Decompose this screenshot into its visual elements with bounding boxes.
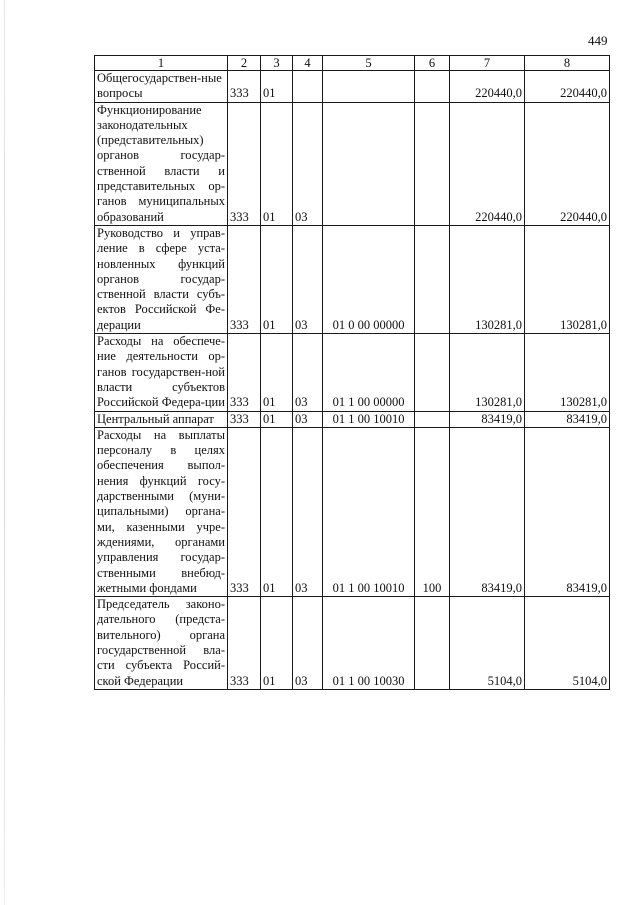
col3-cell: 01 [261,334,293,411]
col8-cell: 5104,0 [525,597,610,690]
col4-cell: 03 [293,225,323,333]
header-cell: 6 [415,56,450,71]
col8-cell: 130281,0 [525,334,610,411]
col8-cell: 220440,0 [525,102,610,225]
col3-cell: 01 [261,225,293,333]
col4-cell: 03 [293,334,323,411]
row-name: Расходы на выплаты персоналу в целях обеспечения выпол-нения функций госу-дарственными (муни-ципальными) органа-ми, казенными учре-ждениями, органами управления государ-ственными внебюд-жетными фондами [95,427,228,596]
budget-table [94,55,610,690]
header-cell: 5 [323,56,415,71]
col3-cell: 01 [261,427,293,596]
table-row [95,411,610,427]
col8-cell: 130281,0 [525,225,610,333]
col7-cell: 130281,0 [450,225,525,333]
col6-cell [415,225,450,333]
col5-cell: 01 1 00 10010 [323,427,415,596]
row-name: Центральный аппарат [95,411,228,427]
col5-cell [323,102,415,225]
col6-cell [415,334,450,411]
col6-cell [415,597,450,690]
col8-cell: 83419,0 [525,427,610,596]
col7-cell: 83419,0 [450,427,525,596]
header-cell: 4 [293,56,323,71]
row-name: Общегосударствен-ные вопросы [95,71,228,103]
col7-cell: 130281,0 [450,334,525,411]
row-name: Расходы на обеспече-ние деятельности ор-ганов государствен-ной власти субъектов Российской Федера-ции [95,334,228,411]
header-cell: 3 [261,56,293,71]
col2-cell: 333 [228,334,261,411]
col3-cell: 01 [261,597,293,690]
col6-cell [415,71,450,103]
col3-cell: 01 [261,102,293,225]
table-row [95,597,610,690]
col7-cell: 220440,0 [450,71,525,103]
table-row [95,334,610,411]
col8-cell: 83419,0 [525,411,610,427]
table-header-row [95,56,610,71]
col2-cell: 333 [228,102,261,225]
col3-cell: 01 [261,411,293,427]
col2-cell: 333 [228,225,261,333]
col2-cell: 333 [228,71,261,103]
col4-cell: 03 [293,411,323,427]
page-number: 449 [588,33,608,48]
col4-cell [293,71,323,103]
header-cell: 8 [525,56,610,71]
col7-cell: 5104,0 [450,597,525,690]
header-cell: 2 [228,56,261,71]
col5-cell: 01 0 00 00000 [323,225,415,333]
col2-cell: 333 [228,411,261,427]
col6-cell [415,411,450,427]
col7-cell: 220440,0 [450,102,525,225]
col2-cell: 333 [228,597,261,690]
col5-cell: 01 1 00 10010 [323,411,415,427]
col4-cell: 03 [293,427,323,596]
col6-cell [415,102,450,225]
col3-cell: 01 [261,71,293,103]
table-row [95,102,610,225]
row-name: Функционирование законодательных (представительных) органов государ-ственной власти и представительных ор-ганов муниципальных образований [95,102,228,225]
table-row [95,71,610,103]
col2-cell: 333 [228,427,261,596]
col4-cell: 03 [293,597,323,690]
table-row [95,427,610,596]
col5-cell: 01 1 00 10030 [323,597,415,690]
scan-edge-line [4,0,5,905]
col6-cell: 100 [415,427,450,596]
col5-cell [323,71,415,103]
col7-cell: 83419,0 [450,411,525,427]
header-cell: 7 [450,56,525,71]
col8-cell: 220440,0 [525,71,610,103]
row-name: Председатель законо-дательного (предста-вительного) органа государственной вла-сти субъекта Россий-ской Федерации [95,597,228,690]
col4-cell: 03 [293,102,323,225]
header-cell: 1 [95,56,228,71]
row-name: Руководство и управ-ление в сфере уста-новленных функций органов государ-ственной власти субъ-ектов Российской Фе-дерации [95,225,228,333]
table-row [95,225,610,333]
col5-cell: 01 1 00 00000 [323,334,415,411]
